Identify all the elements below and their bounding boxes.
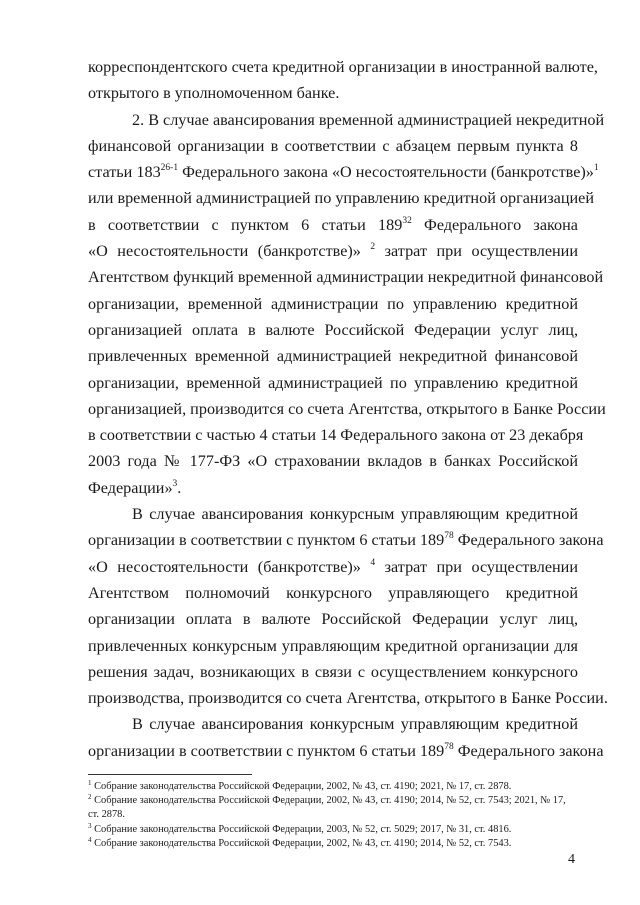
text-line: привлеченных конкурсным управляющим кредитной организации для [88,636,578,655]
text-line: организации оплата в валюте Российской Федерации услуг лиц, [88,610,578,629]
text-line: статьи 183$^{26-1}$ Федерального закона «О несостоятельности (банкротстве)»$^1$ [88,163,599,182]
paragraph-start-line: В случае авансирования конкурсным управляющим кредитной [132,715,578,734]
text-line: организацией оплата в валюте Российской Федерации услуг лиц, [88,320,578,339]
footnotes [88,780,578,851]
body-text [88,54,608,764]
text-line: организацией, производится со счета Агентства, открытого в Банке России [88,399,606,418]
text-line: «О несостоятельности (банкротстве)» $^4$ затрат при осуществлении [88,557,579,576]
text-line: организации, временной администрации по управлению кредитной [88,294,578,313]
paragraph-start-line: В случае авансирования конкурсным управляющим кредитной [132,505,578,524]
footnote: $^2$ Собрание законодательства Российской Федерации, 2002, № 43, ст. 4190; 2014, № 52, ст. 7543; 2021, № 17, ст. 2878. [88,793,566,821]
text-line: решения задач, возникающих в связи с осуществлением конкурсного [88,662,578,681]
footnote: $^3$ Собрание законодательства Российской Федерации, 2003, № 52, ст. 5029; 2017, № 31, ст. 4816. [88,821,512,835]
footnote-ref: 78 [444,741,454,752]
footnote-separator [88,774,252,775]
text-line: Агентством полномочий конкурсного управляющего кредитной [88,583,578,602]
footnote-ref: 3 [172,478,178,489]
text-line: «О несостоятельности (банкротстве)» $^2$ затрат при осуществлении [88,242,579,261]
footnote-ref: 32 [402,215,412,226]
text-line: в соответствии с частью 4 статьи 14 Федерального закона от 23 декабря [88,426,584,445]
footnote-ref: 2 [370,242,376,253]
text-line: открытого в уполномоченном банке. [88,84,340,103]
footnote: $^1$ Собрание законодательства Российской Федерации, 2002, № 43, ст. 4190; 2021, № 17, ст. 2878. [88,779,512,792]
footnote: $^4$ Собрание законодательства Российской Федерации, 2002, № 43, ст. 4190; 2014, № 52, ст. 7543. [88,835,512,849]
text-line: или временной администрацией по управлению кредитной организацией [88,189,594,208]
text-line: 2003 года № 177-ФЗ «О страховании вкладов в банках Российской [88,452,578,471]
text-line: корреспондентского счета кредитной организации в иностранной валюте, [88,58,598,76]
text-line: привлеченных временной администрацией некредитной финансовой [88,347,578,366]
text-line: Агентством функций временной администрации некредитной финансовой [88,268,604,287]
text-line: организации, временной администрацией по управлению кредитной [88,373,578,392]
text-line: организации в соответствии с пунктом 6 статьи $189^{78}$ Федерального закона [88,741,604,760]
text-line: финансовой организации в соответствии с абзацем первым пункта 8 [88,136,578,155]
text-line: организации в соответствии с пунктом 6 статьи $189^{78}$ Федерального закона [88,531,604,550]
paragraph-start-line: 2. В случае авансирования временной администрацией некредитной [132,110,605,129]
footnote-ref: 1 [593,163,599,174]
footnote-ref: 4 [370,557,376,568]
text-line: Федерации»$^3$. [88,478,182,497]
page-number: 4 [568,852,575,867]
footnote-ref: 78 [444,531,454,542]
text-line: в соответствии с пунктом 6 статьи $189^{32}$ Федерального закона [88,215,578,234]
footnote-ref: 26-1 [160,163,179,174]
text-line: производства, производится со счета Агентства, открытого в Банке России. [88,689,608,708]
